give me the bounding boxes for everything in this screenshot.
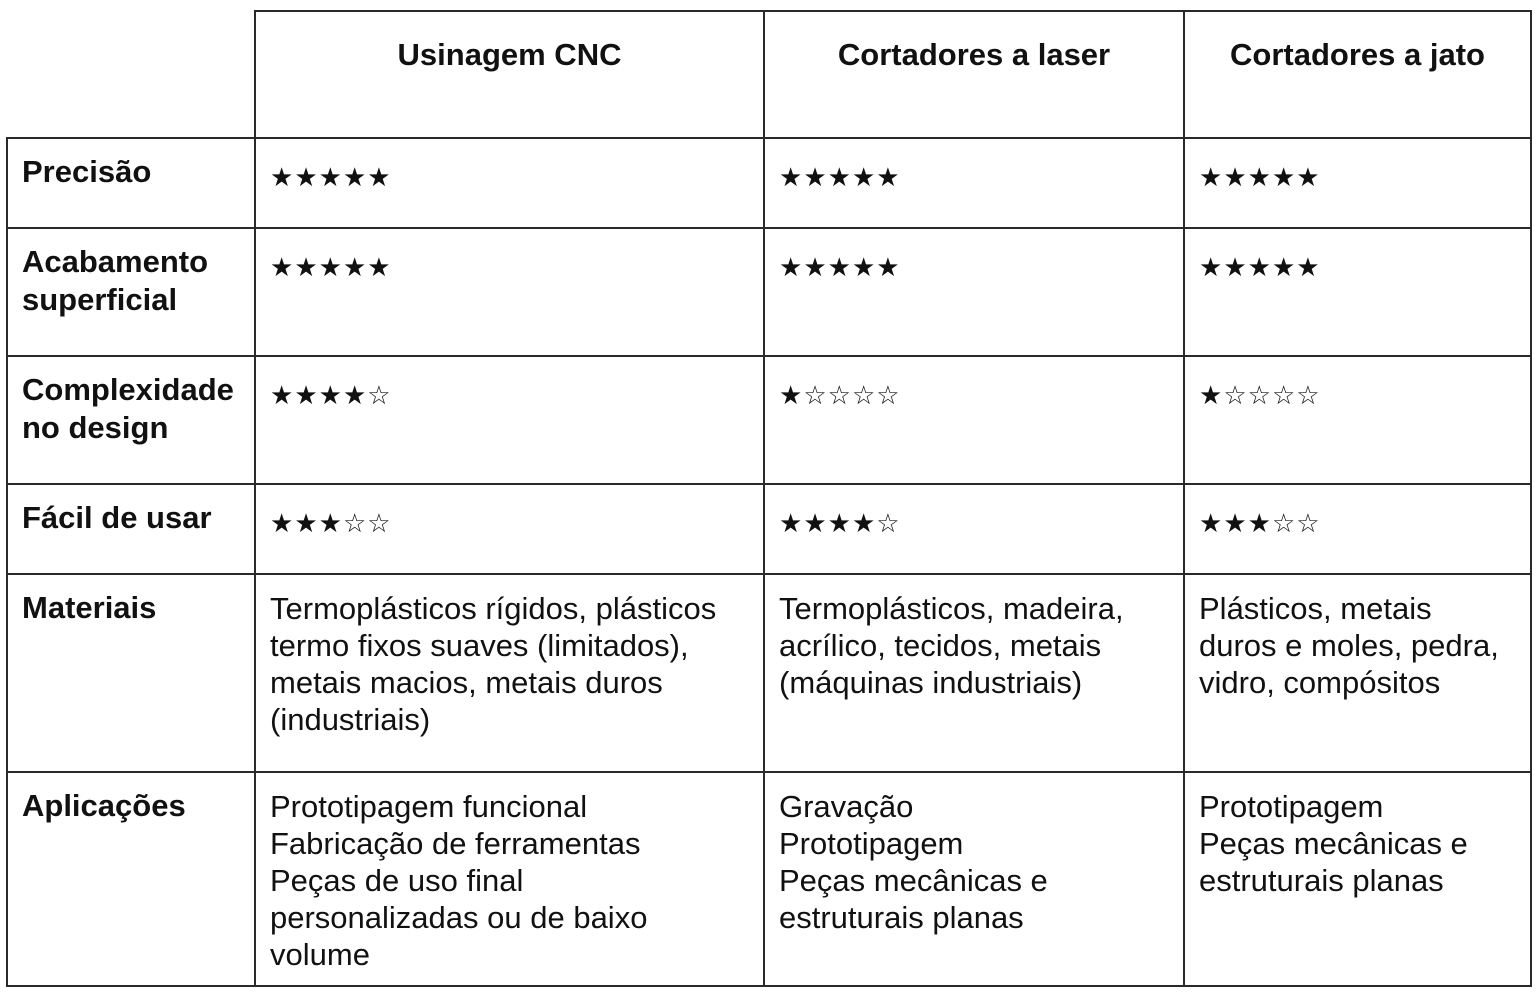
star-empty-icon: ☆: [1223, 381, 1248, 411]
cell-line: personalizadas ou de baixo: [270, 900, 648, 935]
star-filled-icon: ★: [851, 509, 877, 539]
star-filled-icon: ★: [318, 509, 343, 539]
star-filled-icon: ★: [1223, 253, 1248, 283]
cell-line: (máquinas industriais): [779, 665, 1083, 700]
applications-cell-cnc: [256, 773, 763, 985]
star-filled-icon: ★: [318, 253, 343, 283]
rating-cell: [256, 357, 763, 483]
star-filled-icon: ★: [1247, 509, 1272, 539]
rating-cell: [1185, 357, 1530, 483]
materials-cell-laser: [765, 575, 1183, 771]
cell-line: estruturais planas: [1199, 863, 1444, 898]
table-border-right: [1530, 10, 1532, 987]
star-filled-icon: ★: [270, 163, 295, 193]
star-filled-icon: ★: [779, 509, 804, 539]
cell-line: Plásticos, metais: [1199, 591, 1432, 626]
rating-cell: [256, 229, 763, 355]
star-empty-icon: ☆: [876, 381, 901, 411]
star-filled-icon: ★: [851, 253, 877, 283]
cell-line: Peças mecânicas e: [1199, 826, 1468, 861]
cell-line: volume: [270, 937, 370, 972]
cell-line: metais macios, metais duros: [270, 665, 663, 700]
row-header-line: Materiais: [22, 590, 157, 625]
star-filled-icon: ★: [367, 253, 392, 283]
column-header-jato: Cortadores a jato: [1230, 37, 1485, 72]
rating-cell: [1185, 139, 1530, 227]
star-filled-icon: ★: [1296, 253, 1321, 283]
star-empty-icon: ☆: [803, 381, 828, 411]
row-header-line: Precisão: [22, 154, 152, 189]
row-header-complexidade: [8, 357, 254, 483]
star-filled-icon: ★: [803, 253, 828, 283]
star-empty-icon: ☆: [1296, 381, 1321, 411]
rating-cell: [765, 139, 1183, 227]
star-filled-icon: ★: [876, 163, 901, 193]
cell-line: estruturais planas: [779, 900, 1024, 935]
star-filled-icon: ★: [1199, 509, 1224, 539]
rating-cell: [1185, 485, 1530, 573]
cell-line: Gravação: [779, 789, 914, 824]
cell-line: Peças mecânicas e: [779, 863, 1048, 898]
row-header-line: Acabamento: [22, 244, 209, 279]
applications-cell-laser: [765, 773, 1183, 985]
column-header-cnc: Usinagem CNC: [397, 37, 622, 72]
star-filled-icon: ★: [270, 253, 295, 283]
column-header-laser: Cortadores a laser: [837, 37, 1111, 72]
cell-line: Termoplásticos, madeira,: [779, 591, 1124, 626]
star-filled-icon: ★: [294, 163, 319, 193]
table-border-bottom: [6, 985, 1532, 987]
row-header-aplicacoes: [8, 773, 254, 985]
cell-line: Prototipagem: [779, 826, 964, 861]
star-filled-icon: ★: [1223, 163, 1248, 193]
star-empty-icon: ☆: [367, 509, 392, 539]
star-filled-icon: ★: [1199, 253, 1224, 283]
star-filled-icon: ★: [779, 253, 804, 283]
cell-line: duros e moles, pedra,: [1199, 628, 1499, 663]
cell-line: acrílico, tecidos, metais: [779, 628, 1102, 663]
applications-cell-jato: [1185, 773, 1530, 985]
star-filled-icon: ★: [803, 163, 828, 193]
star-filled-icon: ★: [367, 163, 392, 193]
star-filled-icon: ★: [1199, 163, 1224, 193]
star-filled-icon: ★: [1247, 163, 1272, 193]
materials-cell-jato: [1185, 575, 1530, 771]
star-empty-icon: ☆: [1271, 381, 1297, 411]
cell-line: Prototipagem: [1199, 789, 1384, 824]
star-filled-icon: ★: [270, 381, 295, 411]
star-filled-icon: ★: [779, 381, 804, 411]
star-empty-icon: ☆: [367, 381, 392, 411]
cell-line: (industriais): [270, 702, 431, 737]
star-empty-icon: ☆: [827, 381, 852, 411]
rating-cell: [765, 229, 1183, 355]
star-filled-icon: ★: [827, 253, 852, 283]
star-empty-icon: ☆: [342, 509, 368, 539]
cell-line: vidro, compósitos: [1199, 665, 1441, 700]
row-header-line: no design: [22, 410, 169, 445]
star-filled-icon: ★: [318, 381, 343, 411]
star-empty-icon: ☆: [876, 509, 901, 539]
star-filled-icon: ★: [1247, 253, 1272, 283]
cell-line: Prototipagem funcional: [270, 789, 588, 824]
star-filled-icon: ★: [1296, 163, 1321, 193]
star-empty-icon: ☆: [1247, 381, 1272, 411]
star-filled-icon: ★: [779, 163, 804, 193]
rating-cell: [256, 139, 763, 227]
star-empty-icon: ☆: [1271, 509, 1297, 539]
star-filled-icon: ★: [318, 163, 343, 193]
star-filled-icon: ★: [294, 381, 319, 411]
star-filled-icon: ★: [294, 253, 319, 283]
cell-line: Fabricação de ferramentas: [270, 826, 641, 861]
row-header-facil-de-usar: [8, 485, 254, 573]
star-filled-icon: ★: [1199, 381, 1224, 411]
star-filled-icon: ★: [1223, 509, 1248, 539]
star-empty-icon: ☆: [1296, 509, 1321, 539]
row-header-line: Aplicações: [22, 788, 186, 823]
cell-line: termo fixos suaves (limitados),: [270, 628, 689, 663]
materials-cell-cnc: [256, 575, 763, 771]
star-filled-icon: ★: [342, 381, 368, 411]
row-header-acabamento: [8, 229, 254, 355]
star-filled-icon: ★: [1271, 253, 1297, 283]
cell-line: Termoplásticos rígidos, plásticos: [270, 591, 717, 626]
row-header-materiais: [8, 575, 254, 771]
star-filled-icon: ★: [827, 509, 852, 539]
star-filled-icon: ★: [342, 163, 368, 193]
cell-line: Peças de uso final: [270, 863, 524, 898]
star-empty-icon: ☆: [851, 381, 877, 411]
rating-cell: [765, 357, 1183, 483]
star-filled-icon: ★: [876, 253, 901, 283]
star-filled-icon: ★: [827, 163, 852, 193]
star-filled-icon: ★: [270, 509, 295, 539]
row-header-line: Complexidade: [22, 372, 234, 407]
star-filled-icon: ★: [294, 509, 319, 539]
star-filled-icon: ★: [1271, 163, 1297, 193]
row-header-precisao: [8, 139, 254, 227]
star-filled-icon: ★: [851, 163, 877, 193]
star-filled-icon: ★: [803, 509, 828, 539]
rating-cell: [765, 485, 1183, 573]
star-filled-icon: ★: [342, 253, 368, 283]
rating-cell: [256, 485, 763, 573]
row-header-line: superficial: [22, 282, 178, 317]
rating-cell: [1185, 229, 1530, 355]
row-header-line: Fácil de usar: [22, 500, 212, 535]
